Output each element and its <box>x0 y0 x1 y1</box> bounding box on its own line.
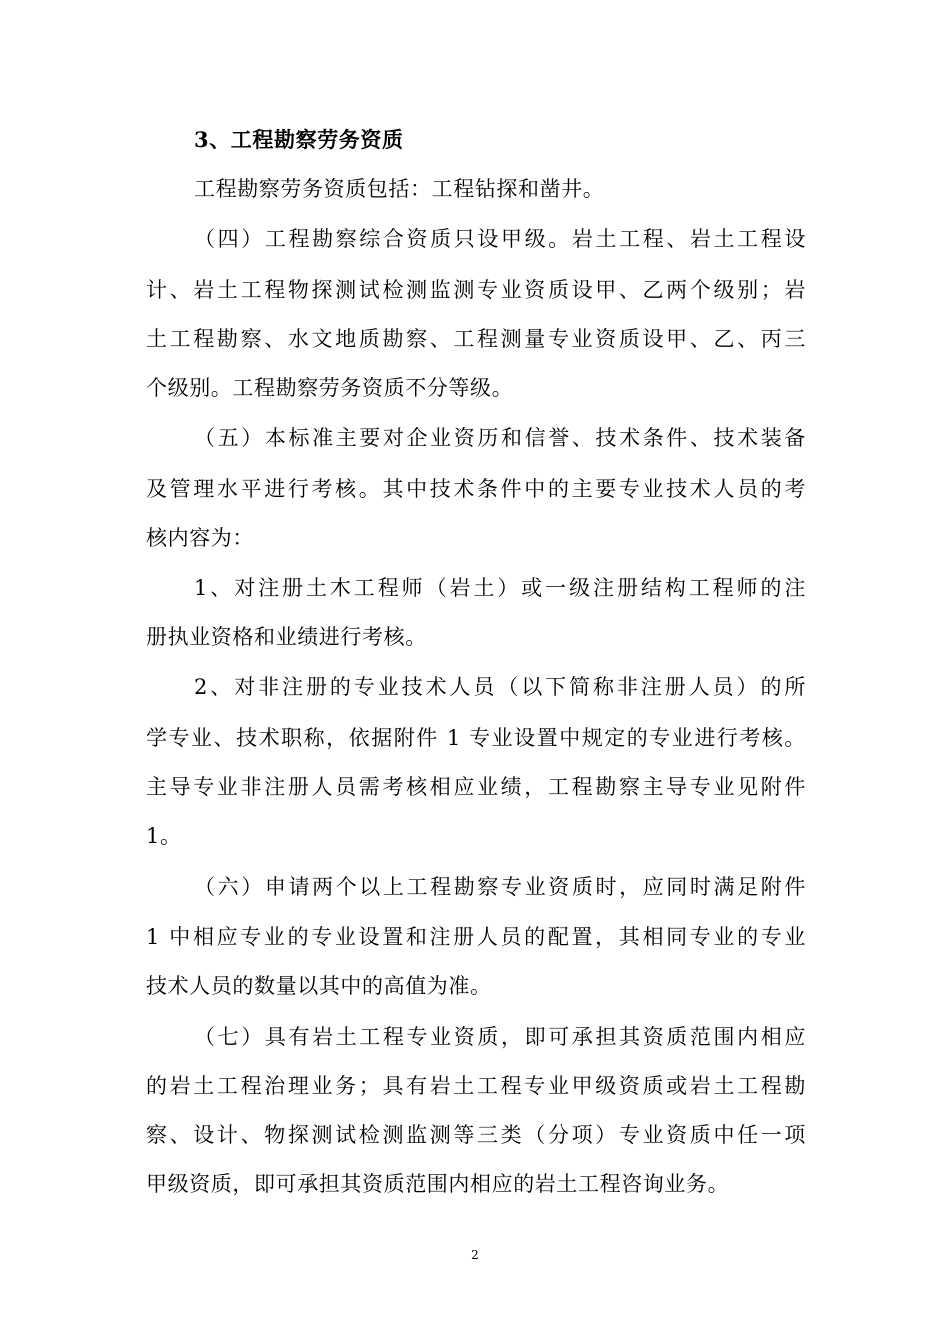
section-heading: 3、工程勘察劳务资质 <box>194 127 404 152</box>
paragraph-line: 及管理水平进行考核。其中技术条件中的主要专业技术人员的考 <box>146 477 806 501</box>
paragraph-line: 察、设计、物探测试检测监测等三类（分项）专业资质中任一项 <box>146 1123 806 1147</box>
paragraph-line: 1、对注册土木工程师（岩土）或一级注册结构工程师的注 <box>194 576 806 600</box>
paragraph-line: （七）具有岩土工程专业资质，即可承担其资质范围内相应 <box>194 1025 806 1049</box>
paragraph-line: 2、对非注册的专业技术人员（以下简称非注册人员）的所 <box>194 675 806 699</box>
page-number: 2 <box>471 1248 479 1262</box>
paragraph-line: 1 中相应专业的专业设置和注册人员的配置，其相同专业的专业 <box>146 925 806 949</box>
paragraph-line: 主导专业非注册人员需考核相应业绩，工程勘察主导专业见附件 <box>146 775 806 799</box>
paragraph-line: （四）工程勘察综合资质只设甲级。岩土工程、岩土工程设 <box>194 227 806 251</box>
paragraph-line: 甲级资质，即可承担其资质范围内相应的岩土工程咨询业务。 <box>146 1172 730 1196</box>
paragraph-line: 册执业资格和业绩进行考核。 <box>146 625 427 649</box>
paragraph-line: 技术人员的数量以其中的高值为准。 <box>146 974 492 998</box>
paragraph-line: 的岩土工程治理业务；具有岩土工程专业甲级资质或岩土工程勘 <box>146 1074 806 1098</box>
paragraph-line: 核内容为： <box>146 526 254 550</box>
paragraph-line: 1。 <box>146 824 182 848</box>
paragraph-line: 土工程勘察、水文地质勘察、工程测量专业资质设甲、乙、丙三 <box>146 327 806 351</box>
paragraph-line: 个级别。工程勘察劳务资质不分等级。 <box>146 376 514 400</box>
paragraph-line: 计、岩土工程物探测试检测监测专业资质设甲、乙两个级别；岩 <box>146 278 806 302</box>
paragraph-line: 工程勘察劳务资质包括：工程钻探和凿井。 <box>194 177 605 201</box>
paragraph-line: 学专业、技术职称，依据附件 1 专业设置中规定的专业进行考核。 <box>146 726 806 750</box>
paragraph-line: （六）申请两个以上工程勘察专业资质时，应同时满足附件 <box>194 875 806 899</box>
paragraph-line: （五）本标准主要对企业资历和信誉、技术条件、技术装备 <box>194 426 806 450</box>
